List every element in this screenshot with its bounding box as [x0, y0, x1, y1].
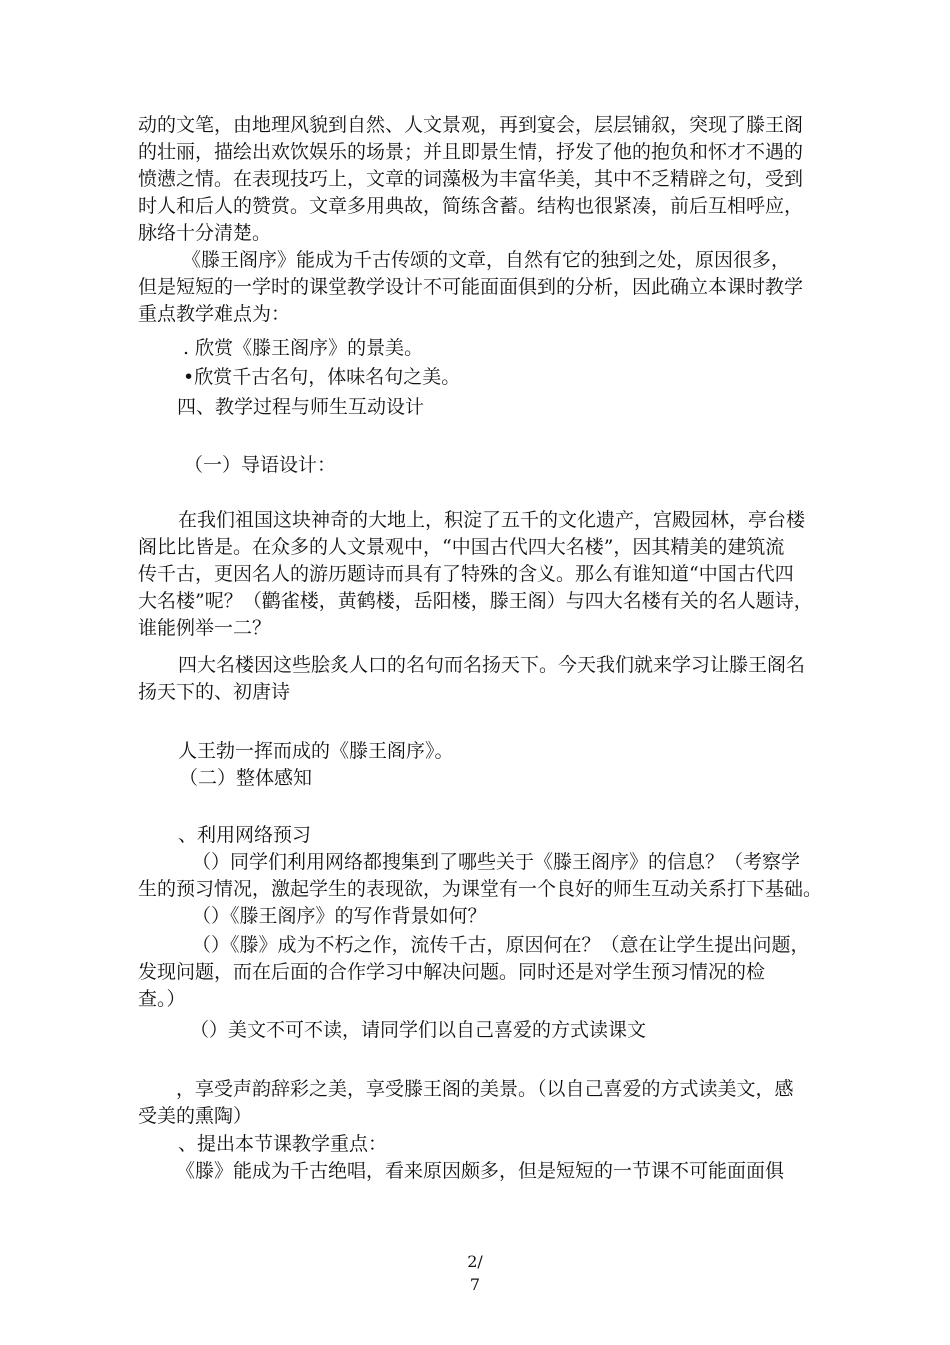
paragraph-line: 谁能例举一二？	[138, 617, 272, 639]
paragraph-line: 查。）	[138, 988, 186, 1010]
paragraph-line: 发现问题，而在后面的合作学习中解决问题。同时还是对学生预习情况的检	[138, 961, 766, 983]
paragraph-line: 重点教学难点为：	[138, 303, 291, 325]
paragraph-line: 传千古，更因名人的游历题诗而具有了特殊的含义。那么有谁知道“中国古代四	[138, 563, 794, 585]
paragraph-line: 《滕》能成为千古绝唱，看来原因颇多，但是短短的一节课不可能面面俱	[176, 1160, 785, 1182]
paragraph-line: （）《滕》成为不朽之作，流传千古，原因何在？（意在让学生提出问题，	[192, 934, 810, 956]
paragraph-line: 脉络十分清楚。	[138, 222, 272, 244]
paragraph-line: （）美文不可不读，请同学们以自己喜爱的方式读课文	[190, 1019, 647, 1041]
paragraph-line: （）同学们利用网络都搜集到了哪些关于《滕王阁序》的信息？（考察学	[192, 851, 801, 873]
section-heading: 四、教学过程与师生互动设计	[177, 396, 425, 418]
page-number-total: 7	[469, 1275, 481, 1294]
paragraph-line: 《滕王阁序》能成为千古传颂的文章，自然有它的独到之处，原因很多，	[182, 249, 791, 271]
paragraph-line: 的壮丽，描绘出欢饮娱乐的场景；并且即景生情，抒发了他的抱负和怀才不遇的	[138, 141, 804, 163]
page-number-current: 2/	[467, 1252, 483, 1271]
focus-point-item: •欣赏千古名句，体味名句之美。	[183, 366, 461, 388]
paragraph-line: 大名楼”呢？（鹳雀楼，黄鹤楼，岳阳楼，滕王阁）与四大名楼有关的名人题诗，	[138, 590, 813, 612]
paragraph-line: 在我们祖国这块神奇的大地上，积淀了五千的文化遗产，宫殿园林，亭台楼	[178, 509, 806, 531]
paragraph-line: 人王勃一挥而成的《滕王阁序》。	[178, 740, 454, 762]
paragraph-line: ，享受声韵辞彩之美，享受滕王阁的美景。（以自己喜爱的方式读美文，感	[176, 1078, 794, 1100]
list-heading: 、利用网络预习	[178, 824, 312, 846]
paragraph-line: （）《滕王阁序》的写作背景如何？	[192, 905, 487, 927]
paragraph-line: 但是短短的一学时的课堂教学设计不可能面面俱到的分析，因此确立本课时教学	[138, 276, 804, 298]
paragraph-line: 愤懑之情。在表现技巧上，文章的词藻极为丰富华美，其中不乏精辟之句，受到	[138, 168, 804, 190]
list-heading: 、提出本节课教学重点：	[178, 1133, 388, 1155]
paragraph-line: 阁比比皆是。在众多的人文景观中，“中国古代四大名楼”，因其精美的建筑流	[138, 536, 785, 558]
focus-point-item: . 欣赏《滕王阁序》的景美。	[183, 337, 424, 359]
subsection-heading: （二）整体感知	[179, 767, 313, 789]
paragraph-line: 四大名楼因这些脍炙人口的名句而名扬天下。今天我们就来学习让滕王阁名	[178, 654, 806, 676]
paragraph-line: 动的文笔，由地理风貌到自然、人文景观，再到宴会，层层铺叙，突现了滕王阁	[138, 114, 804, 136]
paragraph-line: 扬天下的、初唐诗	[138, 681, 291, 703]
subsection-heading: （一）导语设计：	[184, 454, 337, 476]
paragraph-line: 受美的熏陶）	[138, 1105, 253, 1127]
paragraph-line: 时人和后人的赞赏。文章多用典故，简练含蓄。结构也很紧凑，前后互相呼应，	[138, 195, 804, 217]
paragraph-line: 生的预习情况，激起学生的表现欲，为课堂有一个良好的师生互动关系打下基础。	[138, 878, 823, 900]
